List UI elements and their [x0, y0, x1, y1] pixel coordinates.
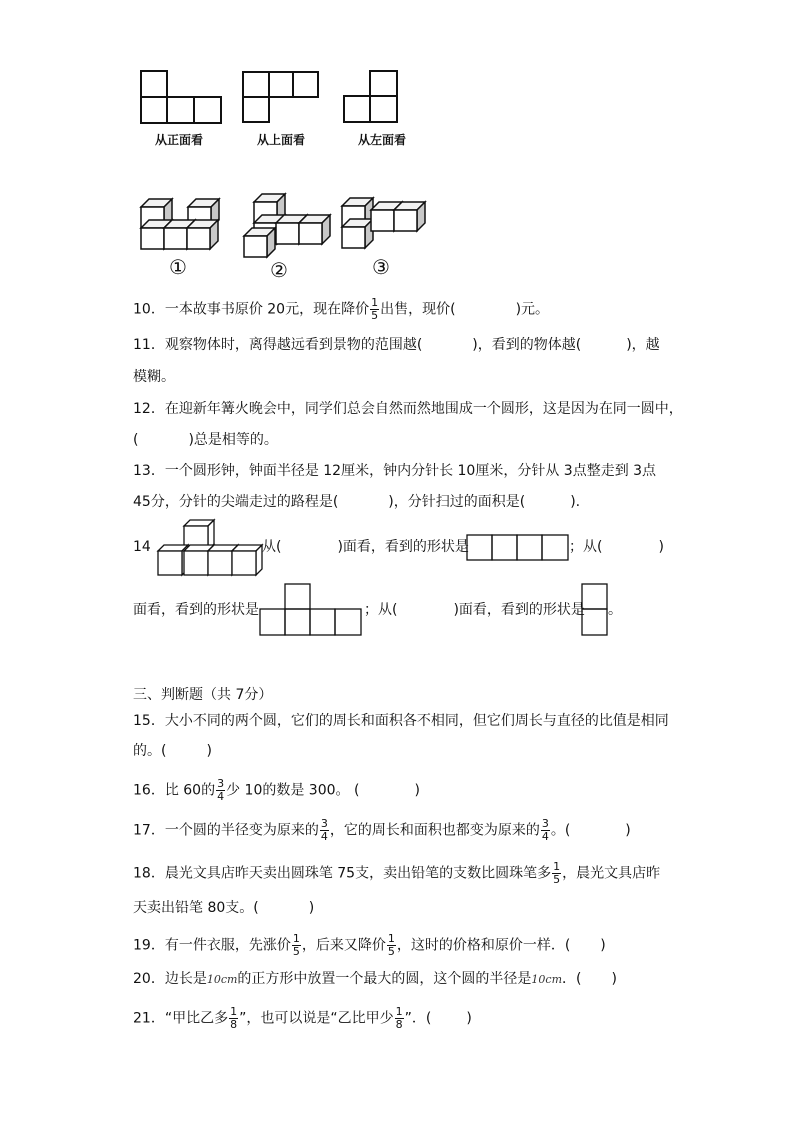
solid-3-label: ③: [372, 255, 390, 279]
left-view-label: 从左面看: [358, 133, 407, 147]
question-16: 16．比 60的 $\frac{3}{4}$ 少 10的数是 300。 ( ): [133, 777, 420, 803]
question-11-line1: 11．观察物体时，离得越远看到景物的范围越( )，看到的物体越( )，越: [133, 337, 660, 353]
question-12-line2: ( )总是相等的。: [133, 432, 278, 448]
question-14-number: 14: [133, 539, 151, 555]
question-19: 19．有一件衣服，先涨价 $\frac{1}{5}$ ，后来又降价 $\frac{1}{5}$ ，这时的价格和原价一样．( ): [133, 932, 606, 958]
question-13-line1: 13．一个圆形钟，钟面半径是 12厘米，钟内分针长 10厘米，分针从 3点整走到 3点: [133, 463, 657, 479]
question-13-line2: 45分，分针的尖端走过的路程是( )，分针扫过的面积是( ).: [133, 494, 581, 510]
top-view-label: 从上面看: [257, 133, 306, 147]
question-14-line2-mid: ；从( )面看，看到的形状是: [364, 602, 585, 618]
fraction-one-fifth: $\frac{1}{5}$: [292, 932, 300, 958]
question-18-line1: 18．晨光文具店昨天卖出圆珠笔 75支，卖出铅笔的支数比圆珠笔多 $\frac{1}{5}$ ，晨光文具店昨: [133, 860, 661, 886]
question-21: 21．“甲比乙多 $\frac{1}{8}$ ”，也可以说是“乙比甲少 $\frac{1}{8}$ ”．( ): [133, 1005, 472, 1031]
question-12-line1: 12．在迎新年篝火晚会中，同学们总会自然而然地围成一个圆形，这是因为在同一圆中，: [133, 401, 683, 417]
fraction-three-quarters: $\frac{3}{4}$: [541, 817, 549, 843]
question-10: 10．一本故事书原价 20元，现在降价 $\frac{1}{5}$ 出售，现价( )元。: [133, 296, 550, 322]
fraction-one-fifth: $\frac{1}{5}$: [387, 932, 395, 958]
question-14-line1-end: ；从( ): [569, 539, 664, 555]
question-20: 20．边长是10cm的正方形中放置一个最大的圆，这个圆的半径是10cm．( ): [133, 971, 617, 987]
question-15-line2: 的。( ): [133, 743, 212, 759]
question-15-line1: 15．大小不同的两个圆，它们的周长和面积各不相同，但它们周长与直径的比值是相同: [133, 713, 669, 729]
question-14-line2-end: 。: [608, 602, 622, 618]
fraction-one-fifth: $\frac{1}{5}$: [553, 860, 561, 886]
fraction-one-eighth: $\frac{1}{8}$: [395, 1005, 403, 1031]
solid-1-label: ①: [169, 255, 187, 279]
fraction-one-fifth: $\frac{1}{5}$: [371, 296, 379, 322]
fraction-one-eighth: $\frac{1}{8}$: [230, 1005, 238, 1031]
fraction-three-quarters: $\frac{3}{4}$: [217, 777, 225, 803]
front-view-label: 从正面看: [155, 133, 204, 147]
question-17: 17．一个圆的半径变为原来的 $\frac{3}{4}$ ，它的周长和面积也都变为原来的 $\frac{3}{4}$ 。( ): [133, 817, 631, 843]
question-11-line2: 模糊。: [133, 369, 175, 385]
question-14-line2: 面看，看到的形状是: [133, 602, 259, 618]
question-18-line2: 天卖出铅笔 80支。( ): [133, 900, 315, 916]
section-3-title: 三、判断题（共 7分）: [133, 687, 273, 703]
fraction-three-quarters: $\frac{3}{4}$: [320, 817, 328, 843]
solid-2-label: ②: [270, 258, 288, 282]
question-14-line1: 从( )面看，看到的形状是: [262, 539, 469, 555]
